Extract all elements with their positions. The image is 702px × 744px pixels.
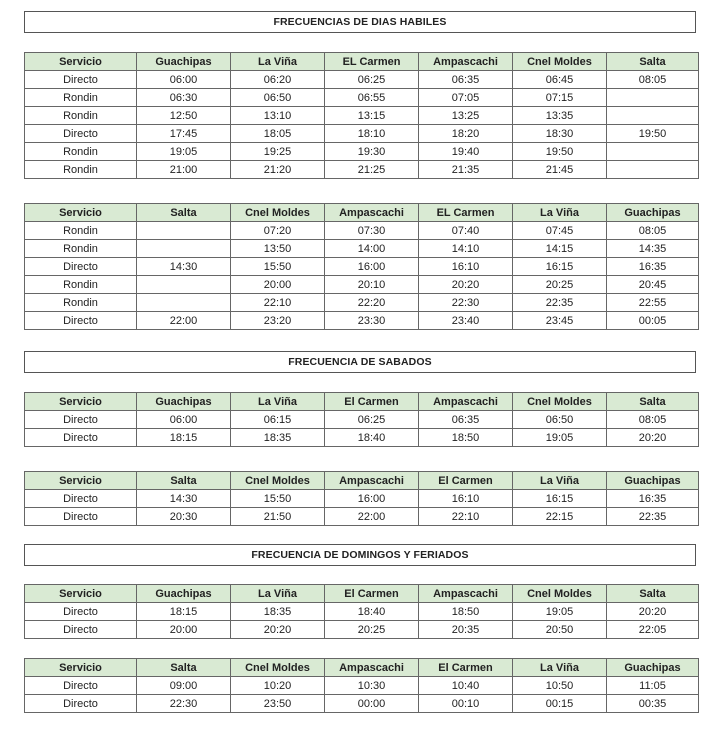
departure-time-cell: 20:50 [513,621,607,639]
departure-time-cell: 18:40 [325,429,419,447]
departure-time-cell: 11:05 [607,677,699,695]
schedule-table-weekdays-return [24,203,699,330]
departure-time-cell: 20:30 [137,508,231,526]
departure-time-cell: 18:35 [231,603,325,621]
departure-time-cell: 20:25 [513,276,607,294]
departure-time-cell: 14:30 [137,258,231,276]
departure-time-cell: 18:50 [419,603,513,621]
departure-time-cell: 06:15 [231,411,325,429]
column-header: Ampascachi [419,53,513,71]
service-type-cell: Directo [25,312,137,330]
column-header: Servicio [25,472,137,490]
departure-time-cell [137,276,231,294]
departure-time-cell: 09:00 [137,677,231,695]
departure-time-cell: 18:50 [419,429,513,447]
departure-time-cell: 20:20 [607,603,699,621]
service-type-cell: Directo [25,508,137,526]
column-header: Guachipas [607,659,699,677]
departure-time-cell: 22:00 [325,508,419,526]
departure-time-cell: 21:35 [419,161,513,179]
header-row [25,585,699,603]
departure-time-cell: 07:20 [231,222,325,240]
departure-time-cell: 06:20 [231,71,325,89]
departure-time-cell: 06:35 [419,71,513,89]
departure-time-cell: 06:00 [137,411,231,429]
table-row [25,508,699,526]
departure-time-cell: 22:30 [419,294,513,312]
departure-time-cell: 22:35 [607,508,699,526]
departure-time-cell: 20:45 [607,276,699,294]
departure-time-cell: 19:40 [419,143,513,161]
service-type-cell: Directo [25,490,137,508]
departure-time-cell: 22:30 [137,695,231,713]
departure-time-cell: 16:00 [325,258,419,276]
departure-time-cell [607,143,699,161]
departure-time-cell: 08:05 [607,222,699,240]
service-type-cell: Rondin [25,107,137,125]
table-row [25,429,699,447]
departure-time-cell [137,294,231,312]
column-header: Servicio [25,204,137,222]
departure-time-cell: 13:25 [419,107,513,125]
column-header: El Carmen [419,472,513,490]
departure-time-cell: 12:50 [137,107,231,125]
departure-time-cell: 18:15 [137,603,231,621]
departure-time-cell: 06:35 [419,411,513,429]
service-type-cell: Directo [25,71,137,89]
departure-time-cell: 21:00 [137,161,231,179]
column-header: El Carmen [325,393,419,411]
column-header: Guachipas [607,472,699,490]
departure-time-cell: 22:10 [231,294,325,312]
column-header: Guachipas [607,204,699,222]
section-title-weekdays: FRECUENCIAS DE DIAS HABILES [24,11,696,33]
column-header: Salta [137,204,231,222]
table-row [25,240,699,258]
service-type-cell: Rondin [25,240,137,258]
departure-time-cell: 06:55 [325,89,419,107]
column-header: Servicio [25,585,137,603]
column-header: Salta [607,53,699,71]
departure-time-cell: 13:10 [231,107,325,125]
departure-time-cell: 06:30 [137,89,231,107]
table-row [25,107,699,125]
column-header: Ampascachi [325,472,419,490]
departure-time-cell: 19:05 [513,429,607,447]
departure-time-cell: 21:25 [325,161,419,179]
departure-time-cell: 21:50 [231,508,325,526]
header-row [25,53,699,71]
departure-time-cell: 06:50 [513,411,607,429]
departure-time-cell: 13:35 [513,107,607,125]
table-row [25,621,699,639]
departure-time-cell: 18:35 [231,429,325,447]
departure-time-cell: 08:05 [607,411,699,429]
column-header: Ampascachi [419,393,513,411]
departure-time-cell: 20:20 [231,621,325,639]
column-header: Cnel Moldes [513,585,607,603]
departure-time-cell: 14:00 [325,240,419,258]
header-row [25,393,699,411]
departure-time-cell: 16:15 [513,258,607,276]
departure-time-cell: 18:15 [137,429,231,447]
column-header: Servicio [25,53,137,71]
departure-time-cell: 16:35 [607,258,699,276]
service-type-cell: Rondin [25,222,137,240]
column-header: La Viña [513,204,607,222]
departure-time-cell: 22:20 [325,294,419,312]
departure-time-cell: 19:05 [137,143,231,161]
departure-time-cell: 15:50 [231,258,325,276]
departure-time-cell: 00:10 [419,695,513,713]
table-row [25,677,699,695]
table-row [25,125,699,143]
departure-time-cell: 22:55 [607,294,699,312]
column-header: Salta [607,393,699,411]
table-row [25,276,699,294]
column-header: EL Carmen [419,204,513,222]
schedule-table-weekdays-outbound [24,52,699,179]
departure-time-cell: 07:15 [513,89,607,107]
departure-time-cell: 19:30 [325,143,419,161]
service-type-cell: Rondin [25,276,137,294]
column-header: La Viña [231,585,325,603]
service-type-cell: Directo [25,603,137,621]
header-row [25,659,699,677]
column-header: Servicio [25,659,137,677]
departure-time-cell [607,161,699,179]
departure-time-cell [607,89,699,107]
departure-time-cell: 06:00 [137,71,231,89]
departure-time-cell: 06:25 [325,411,419,429]
departure-time-cell: 10:30 [325,677,419,695]
departure-time-cell: 22:05 [607,621,699,639]
column-header: La Viña [231,53,325,71]
departure-time-cell [137,222,231,240]
table-row [25,411,699,429]
departure-time-cell: 19:05 [513,603,607,621]
departure-time-cell: 21:20 [231,161,325,179]
column-header: Ampascachi [325,659,419,677]
service-type-cell: Directo [25,125,137,143]
departure-time-cell: 13:50 [231,240,325,258]
departure-time-cell: 20:35 [419,621,513,639]
departure-time-cell: 14:35 [607,240,699,258]
header-row [25,472,699,490]
departure-time-cell: 18:30 [513,125,607,143]
service-type-cell: Rondin [25,294,137,312]
departure-time-cell: 16:10 [419,258,513,276]
departure-time-cell: 18:05 [231,125,325,143]
schedule-table-sundays-return [24,658,699,713]
departure-time-cell: 14:15 [513,240,607,258]
column-header: Salta [137,472,231,490]
column-header: Guachipas [137,393,231,411]
departure-time-cell: 20:20 [419,276,513,294]
schedule-table-sundays-outbound [24,584,699,639]
service-type-cell: Directo [25,429,137,447]
departure-time-cell: 10:40 [419,677,513,695]
column-header: Cnel Moldes [231,659,325,677]
table-row [25,695,699,713]
departure-time-cell: 16:15 [513,490,607,508]
departure-time-cell: 16:10 [419,490,513,508]
departure-time-cell: 19:25 [231,143,325,161]
departure-time-cell: 07:40 [419,222,513,240]
departure-time-cell [607,107,699,125]
departure-time-cell: 21:45 [513,161,607,179]
departure-time-cell: 06:45 [513,71,607,89]
service-type-cell: Directo [25,695,137,713]
departure-time-cell: 18:40 [325,603,419,621]
service-type-cell: Rondin [25,89,137,107]
column-header: El Carmen [325,585,419,603]
column-header: La Viña [513,659,607,677]
column-header: Salta [137,659,231,677]
departure-time-cell: 22:10 [419,508,513,526]
departure-time-cell: 22:15 [513,508,607,526]
departure-time-cell: 00:05 [607,312,699,330]
departure-time-cell [137,240,231,258]
departure-time-cell: 19:50 [607,125,699,143]
table-row [25,294,699,312]
departure-time-cell: 16:00 [325,490,419,508]
departure-time-cell: 23:50 [231,695,325,713]
departure-time-cell: 13:15 [325,107,419,125]
table-row [25,161,699,179]
service-type-cell: Directo [25,258,137,276]
departure-time-cell: 15:50 [231,490,325,508]
departure-time-cell: 08:05 [607,71,699,89]
departure-time-cell: 22:35 [513,294,607,312]
column-header: Servicio [25,393,137,411]
schedule-table-saturdays-return [24,471,699,526]
table-row [25,143,699,161]
departure-time-cell: 23:45 [513,312,607,330]
header-row [25,204,699,222]
column-header: Cnel Moldes [513,393,607,411]
schedule-table-saturdays-outbound [24,392,699,447]
table-row [25,71,699,89]
service-type-cell: Rondin [25,161,137,179]
departure-time-cell: 18:20 [419,125,513,143]
section-title-sundays-holidays: FRECUENCIA DE DOMINGOS Y FERIADOS [24,544,696,566]
table-row [25,258,699,276]
table-row [25,490,699,508]
departure-time-cell: 18:10 [325,125,419,143]
column-header: Cnel Moldes [513,53,607,71]
departure-time-cell: 23:20 [231,312,325,330]
departure-time-cell: 00:00 [325,695,419,713]
departure-time-cell: 23:30 [325,312,419,330]
departure-time-cell: 00:35 [607,695,699,713]
table-row [25,222,699,240]
departure-time-cell: 07:30 [325,222,419,240]
service-type-cell: Directo [25,677,137,695]
column-header: La Viña [513,472,607,490]
column-header: Guachipas [137,585,231,603]
departure-time-cell: 16:35 [607,490,699,508]
service-type-cell: Directo [25,411,137,429]
service-type-cell: Directo [25,621,137,639]
column-header: El Carmen [419,659,513,677]
departure-time-cell: 07:05 [419,89,513,107]
departure-time-cell: 17:45 [137,125,231,143]
column-header: Cnel Moldes [231,472,325,490]
departure-time-cell: 06:50 [231,89,325,107]
departure-time-cell: 14:10 [419,240,513,258]
service-type-cell: Rondin [25,143,137,161]
column-header: EL Carmen [325,53,419,71]
departure-time-cell: 23:40 [419,312,513,330]
departure-time-cell: 20:25 [325,621,419,639]
column-header: Salta [607,585,699,603]
departure-time-cell: 10:50 [513,677,607,695]
table-row [25,312,699,330]
departure-time-cell: 19:50 [513,143,607,161]
column-header: Ampascachi [419,585,513,603]
departure-time-cell: 06:25 [325,71,419,89]
departure-time-cell: 20:20 [607,429,699,447]
table-row [25,603,699,621]
column-header: Ampascachi [325,204,419,222]
table-row [25,89,699,107]
departure-time-cell: 07:45 [513,222,607,240]
column-header: Guachipas [137,53,231,71]
departure-time-cell: 20:10 [325,276,419,294]
departure-time-cell: 14:30 [137,490,231,508]
departure-time-cell: 10:20 [231,677,325,695]
departure-time-cell: 20:00 [231,276,325,294]
column-header: La Viña [231,393,325,411]
departure-time-cell: 20:00 [137,621,231,639]
column-header: Cnel Moldes [231,204,325,222]
departure-time-cell: 00:15 [513,695,607,713]
departure-time-cell: 22:00 [137,312,231,330]
section-title-saturdays: FRECUENCIA DE SABADOS [24,351,696,373]
